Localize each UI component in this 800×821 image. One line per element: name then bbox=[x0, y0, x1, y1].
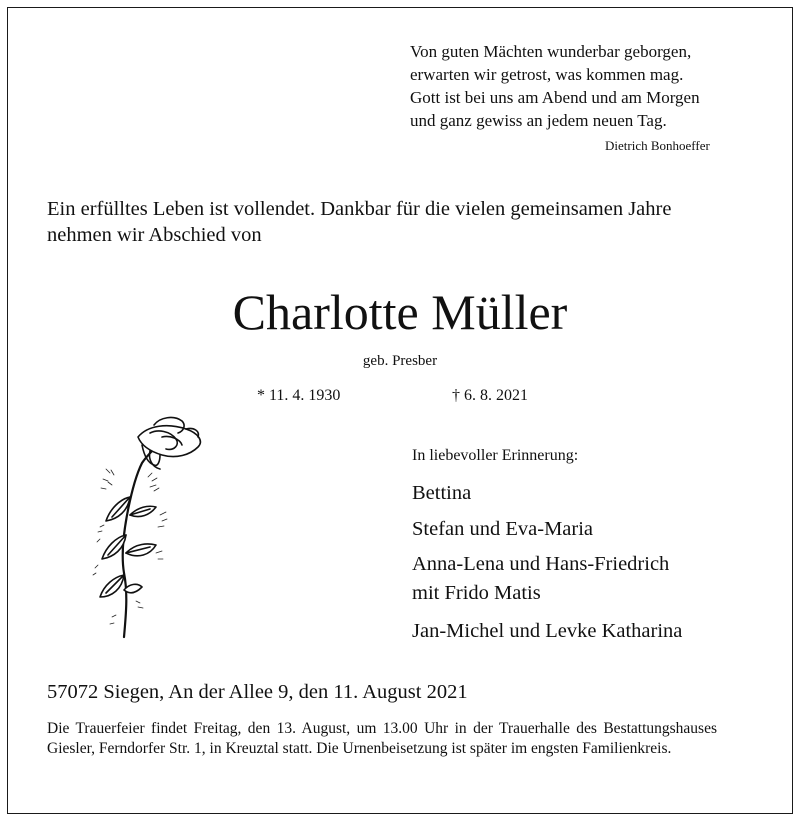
maiden-name: geb. Presber bbox=[362, 353, 438, 369]
mourner-name: Bettina bbox=[412, 482, 472, 504]
poem-line: und ganz gewiss an jedem neuen Tag. bbox=[410, 111, 667, 130]
intro-line-2: nehmen wir Abschied von bbox=[47, 224, 262, 246]
birth-date: * 11. 4. 1930 bbox=[257, 387, 341, 404]
intro-text bbox=[47, 196, 671, 248]
mourner-name: Jan-Michel und Levke Katharina bbox=[412, 620, 683, 642]
memory-label: In liebevoller Erinnerung: bbox=[412, 447, 579, 464]
funeral-notice: Die Trauerfeier findet Freitag, den 13. August, um 13.00 Uhr in der Trauerhalle des Bestattungshauses Giesler, Ferndorfer Str. 1, in Kreuztal statt. Die Urnenbeisetzung ist später im engsten Familienkreis. bbox=[47, 720, 717, 757]
poem-line: Gott ist bei uns am Abend und am Morgen bbox=[410, 88, 700, 107]
death-date: † 6. 8. 2021 bbox=[452, 387, 528, 404]
poem-author: Dietrich Bonhoeffer bbox=[605, 138, 710, 153]
mourner-name: mit Frido Matis bbox=[412, 582, 541, 604]
mourner-name: Stefan und Eva-Maria bbox=[412, 518, 594, 540]
poem-line: erwarten wir getrost, was kommen mag. bbox=[410, 65, 684, 84]
rose-drawing bbox=[90, 415, 215, 640]
intro-line-1: Ein erfülltes Leben ist vollendet. Dankbar für die vielen gemeinsamen Jahre bbox=[47, 198, 672, 220]
mourner-name: Anna-Lena und Hans-Friedrich bbox=[412, 553, 670, 575]
poem-line: Von guten Mächten wunderbar geborgen, bbox=[410, 42, 692, 61]
address-date-line: 57072 Siegen, An der Allee 9, den 11. August 2021 bbox=[47, 681, 468, 703]
deceased-name: Charlotte Müller bbox=[232, 284, 568, 340]
bonhoeffer-poem bbox=[410, 40, 700, 132]
